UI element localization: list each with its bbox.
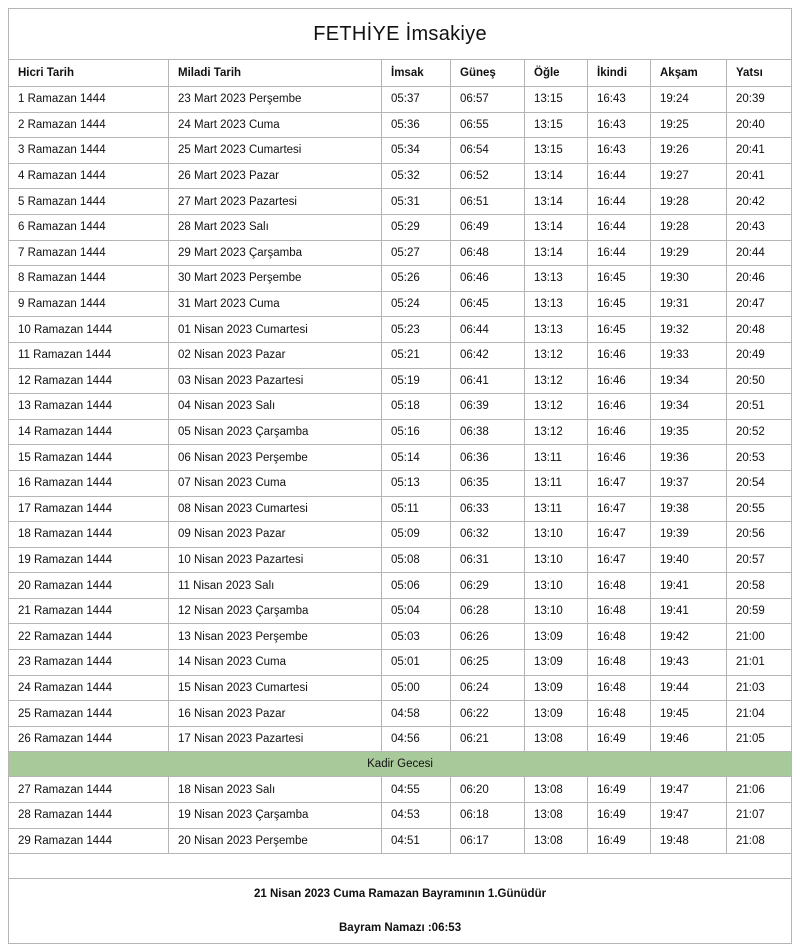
cell-yatsi: 20:41	[727, 138, 792, 164]
cell-hicri: 15 Ramazan 1444	[9, 445, 169, 471]
cell-ikindi: 16:46	[588, 419, 651, 445]
cell-ogle: 13:14	[525, 214, 588, 240]
cell-aksam: 19:25	[651, 112, 727, 138]
cell-aksam: 19:41	[651, 598, 727, 624]
cell-aksam: 19:35	[651, 419, 727, 445]
spacer-cell	[9, 854, 792, 879]
cell-imsak: 05:06	[382, 573, 451, 599]
cell-hicri: 26 Ramazan 1444	[9, 726, 169, 752]
cell-gunes: 06:46	[451, 266, 525, 292]
cell-ogle: 13:12	[525, 394, 588, 420]
cell-aksam: 19:47	[651, 777, 727, 803]
cell-gunes: 06:48	[451, 240, 525, 266]
cell-yatsi: 20:53	[727, 445, 792, 471]
cell-aksam: 19:36	[651, 445, 727, 471]
cell-miladi: 24 Mart 2023 Cuma	[169, 112, 382, 138]
cell-gunes: 06:49	[451, 214, 525, 240]
cell-hicri: 23 Ramazan 1444	[9, 650, 169, 676]
cell-hicri: 14 Ramazan 1444	[9, 419, 169, 445]
cell-yatsi: 20:47	[727, 291, 792, 317]
cell-yatsi: 21:06	[727, 777, 792, 803]
cell-imsak: 05:03	[382, 624, 451, 650]
cell-hicri: 4 Ramazan 1444	[9, 163, 169, 189]
table-row	[9, 598, 792, 624]
page-title: FETHİYE İmsakiye	[9, 9, 792, 60]
cell-yatsi: 20:49	[727, 342, 792, 368]
cell-hicri: 24 Ramazan 1444	[9, 675, 169, 701]
cell-ikindi: 16:47	[588, 522, 651, 548]
cell-yatsi: 20:56	[727, 522, 792, 548]
cell-imsak: 04:58	[382, 701, 451, 727]
imsakiye-table	[8, 8, 792, 944]
table-row	[9, 573, 792, 599]
header-row	[9, 60, 792, 87]
cell-imsak: 05:14	[382, 445, 451, 471]
cell-miladi: 13 Nisan 2023 Perşembe	[169, 624, 382, 650]
cell-hicri: 21 Ramazan 1444	[9, 598, 169, 624]
cell-ikindi: 16:48	[588, 701, 651, 727]
cell-hicri: 7 Ramazan 1444	[9, 240, 169, 266]
cell-gunes: 06:55	[451, 112, 525, 138]
table-row	[9, 726, 792, 752]
cell-miladi: 28 Mart 2023 Salı	[169, 214, 382, 240]
cell-yatsi: 20:51	[727, 394, 792, 420]
table-row	[9, 701, 792, 727]
cell-miladi: 01 Nisan 2023 Cumartesi	[169, 317, 382, 343]
cell-gunes: 06:32	[451, 522, 525, 548]
cell-gunes: 06:28	[451, 598, 525, 624]
cell-ogle: 13:09	[525, 650, 588, 676]
column-header-miladi: Miladi Tarih	[169, 60, 382, 87]
cell-gunes: 06:38	[451, 419, 525, 445]
cell-ikindi: 16:45	[588, 291, 651, 317]
column-header-gunes: Güneş	[451, 60, 525, 87]
cell-imsak: 05:31	[382, 189, 451, 215]
cell-hicri: 10 Ramazan 1444	[9, 317, 169, 343]
cell-hicri: 25 Ramazan 1444	[9, 701, 169, 727]
cell-imsak: 05:27	[382, 240, 451, 266]
table-row	[9, 496, 792, 522]
cell-miladi: 25 Mart 2023 Cumartesi	[169, 138, 382, 164]
table-row	[9, 624, 792, 650]
cell-ogle: 13:13	[525, 266, 588, 292]
cell-miladi: 08 Nisan 2023 Cumartesi	[169, 496, 382, 522]
cell-gunes: 06:57	[451, 87, 525, 113]
cell-imsak: 05:37	[382, 87, 451, 113]
column-header-yatsi: Yatsı	[727, 60, 792, 87]
table-row	[9, 803, 792, 829]
cell-ikindi: 16:49	[588, 828, 651, 854]
cell-ogle: 13:08	[525, 828, 588, 854]
cell-hicri: 1 Ramazan 1444	[9, 87, 169, 113]
cell-miladi: 30 Mart 2023 Perşembe	[169, 266, 382, 292]
cell-hicri: 16 Ramazan 1444	[9, 470, 169, 496]
cell-ikindi: 16:45	[588, 317, 651, 343]
cell-ikindi: 16:46	[588, 394, 651, 420]
cell-imsak: 05:16	[382, 419, 451, 445]
cell-ogle: 13:09	[525, 675, 588, 701]
cell-ikindi: 16:44	[588, 189, 651, 215]
cell-ikindi: 16:49	[588, 803, 651, 829]
cell-ogle: 13:14	[525, 163, 588, 189]
cell-hicri: 5 Ramazan 1444	[9, 189, 169, 215]
table-row	[9, 163, 792, 189]
cell-imsak: 05:18	[382, 394, 451, 420]
cell-miladi: 09 Nisan 2023 Pazar	[169, 522, 382, 548]
cell-miladi: 02 Nisan 2023 Pazar	[169, 342, 382, 368]
cell-miladi: 07 Nisan 2023 Cuma	[169, 470, 382, 496]
cell-hicri: 28 Ramazan 1444	[9, 803, 169, 829]
cell-gunes: 06:33	[451, 496, 525, 522]
table-row	[9, 675, 792, 701]
cell-imsak: 04:55	[382, 777, 451, 803]
cell-miladi: 05 Nisan 2023 Çarşamba	[169, 419, 382, 445]
column-header-hicri: Hicri Tarih	[9, 60, 169, 87]
cell-yatsi: 20:39	[727, 87, 792, 113]
cell-gunes: 06:45	[451, 291, 525, 317]
cell-imsak: 05:19	[382, 368, 451, 394]
cell-ogle: 13:09	[525, 701, 588, 727]
cell-ogle: 13:10	[525, 598, 588, 624]
cell-ogle: 13:14	[525, 189, 588, 215]
cell-ogle: 13:12	[525, 368, 588, 394]
table-row	[9, 470, 792, 496]
cell-aksam: 19:43	[651, 650, 727, 676]
cell-imsak: 05:08	[382, 547, 451, 573]
cell-miladi: 04 Nisan 2023 Salı	[169, 394, 382, 420]
cell-aksam: 19:31	[651, 291, 727, 317]
cell-yatsi: 20:50	[727, 368, 792, 394]
cell-miladi: 29 Mart 2023 Çarşamba	[169, 240, 382, 266]
cell-gunes: 06:31	[451, 547, 525, 573]
cell-gunes: 06:54	[451, 138, 525, 164]
cell-miladi: 11 Nisan 2023 Salı	[169, 573, 382, 599]
cell-yatsi: 21:07	[727, 803, 792, 829]
cell-ogle: 13:15	[525, 112, 588, 138]
cell-aksam: 19:32	[651, 317, 727, 343]
table-row	[9, 138, 792, 164]
cell-ikindi: 16:49	[588, 777, 651, 803]
title-row	[9, 9, 792, 60]
cell-gunes: 06:39	[451, 394, 525, 420]
cell-miladi: 31 Mart 2023 Cuma	[169, 291, 382, 317]
cell-yatsi: 20:52	[727, 419, 792, 445]
cell-gunes: 06:26	[451, 624, 525, 650]
cell-aksam: 19:28	[651, 214, 727, 240]
cell-imsak: 05:36	[382, 112, 451, 138]
cell-imsak: 05:29	[382, 214, 451, 240]
cell-aksam: 19:44	[651, 675, 727, 701]
cell-ikindi: 16:48	[588, 624, 651, 650]
table-row	[9, 419, 792, 445]
cell-yatsi: 20:57	[727, 547, 792, 573]
cell-yatsi: 20:40	[727, 112, 792, 138]
cell-ikindi: 16:45	[588, 266, 651, 292]
cell-ogle: 13:08	[525, 726, 588, 752]
cell-aksam: 19:40	[651, 547, 727, 573]
table-row	[9, 394, 792, 420]
cell-aksam: 19:46	[651, 726, 727, 752]
table-row	[9, 240, 792, 266]
table-row	[9, 189, 792, 215]
cell-hicri: 11 Ramazan 1444	[9, 342, 169, 368]
column-header-ikindi: İkindi	[588, 60, 651, 87]
table-row	[9, 266, 792, 292]
cell-ikindi: 16:44	[588, 163, 651, 189]
cell-ikindi: 16:44	[588, 240, 651, 266]
cell-ikindi: 16:47	[588, 547, 651, 573]
cell-aksam: 19:33	[651, 342, 727, 368]
cell-gunes: 06:22	[451, 701, 525, 727]
cell-miladi: 03 Nisan 2023 Pazartesi	[169, 368, 382, 394]
cell-gunes: 06:51	[451, 189, 525, 215]
footer-row	[9, 879, 792, 944]
cell-ikindi: 16:46	[588, 342, 651, 368]
cell-miladi: 06 Nisan 2023 Perşembe	[169, 445, 382, 471]
footer-cell	[9, 879, 792, 944]
cell-hicri: 12 Ramazan 1444	[9, 368, 169, 394]
cell-yatsi: 20:41	[727, 163, 792, 189]
table-row	[9, 547, 792, 573]
cell-yatsi: 20:58	[727, 573, 792, 599]
cell-gunes: 06:35	[451, 470, 525, 496]
cell-ikindi: 16:47	[588, 496, 651, 522]
cell-miladi: 12 Nisan 2023 Çarşamba	[169, 598, 382, 624]
cell-hicri: 19 Ramazan 1444	[9, 547, 169, 573]
cell-imsak: 05:34	[382, 138, 451, 164]
cell-yatsi: 20:46	[727, 266, 792, 292]
cell-ikindi: 16:43	[588, 87, 651, 113]
cell-ogle: 13:15	[525, 138, 588, 164]
cell-ikindi: 16:48	[588, 573, 651, 599]
cell-yatsi: 20:55	[727, 496, 792, 522]
column-header-ogle: Öğle	[525, 60, 588, 87]
cell-ogle: 13:15	[525, 87, 588, 113]
table-row	[9, 445, 792, 471]
cell-hicri: 13 Ramazan 1444	[9, 394, 169, 420]
kadir-gecesi-row	[9, 752, 792, 777]
cell-ogle: 13:08	[525, 777, 588, 803]
cell-gunes: 06:18	[451, 803, 525, 829]
cell-yatsi: 21:03	[727, 675, 792, 701]
cell-ogle: 13:13	[525, 291, 588, 317]
cell-ikindi: 16:47	[588, 470, 651, 496]
cell-imsak: 05:26	[382, 266, 451, 292]
cell-hicri: 17 Ramazan 1444	[9, 496, 169, 522]
cell-ikindi: 16:49	[588, 726, 651, 752]
cell-aksam: 19:47	[651, 803, 727, 829]
cell-miladi: 18 Nisan 2023 Salı	[169, 777, 382, 803]
cell-hicri: 3 Ramazan 1444	[9, 138, 169, 164]
table-row	[9, 342, 792, 368]
bayram-namazi: Bayram Namazı :06:53	[339, 922, 462, 935]
cell-yatsi: 20:43	[727, 214, 792, 240]
cell-ikindi: 16:43	[588, 138, 651, 164]
cell-ogle: 13:12	[525, 342, 588, 368]
cell-ikindi: 16:48	[588, 598, 651, 624]
cell-imsak: 05:09	[382, 522, 451, 548]
table-row	[9, 368, 792, 394]
cell-hicri: 27 Ramazan 1444	[9, 777, 169, 803]
table-row	[9, 87, 792, 113]
cell-ogle: 13:13	[525, 317, 588, 343]
cell-ikindi: 16:48	[588, 650, 651, 676]
cell-imsak: 04:56	[382, 726, 451, 752]
cell-gunes: 06:41	[451, 368, 525, 394]
cell-aksam: 19:29	[651, 240, 727, 266]
table-row	[9, 112, 792, 138]
cell-gunes: 06:21	[451, 726, 525, 752]
cell-ikindi: 16:46	[588, 445, 651, 471]
cell-gunes: 06:29	[451, 573, 525, 599]
cell-yatsi: 21:00	[727, 624, 792, 650]
cell-imsak: 05:11	[382, 496, 451, 522]
kadir-gecesi-label: Kadir Gecesi	[9, 752, 792, 777]
table-row	[9, 317, 792, 343]
table-row	[9, 291, 792, 317]
spacer-row	[9, 854, 792, 879]
bayram-info: 21 Nisan 2023 Cuma Ramazan Bayramının 1.Günüdür	[254, 888, 547, 901]
cell-miladi: 17 Nisan 2023 Pazartesi	[169, 726, 382, 752]
table-row	[9, 522, 792, 548]
cell-miladi: 23 Mart 2023 Perşembe	[169, 87, 382, 113]
cell-aksam: 19:30	[651, 266, 727, 292]
cell-miladi: 16 Nisan 2023 Pazar	[169, 701, 382, 727]
cell-yatsi: 20:42	[727, 189, 792, 215]
cell-gunes: 06:52	[451, 163, 525, 189]
cell-miladi: 15 Nisan 2023 Cumartesi	[169, 675, 382, 701]
cell-imsak: 04:51	[382, 828, 451, 854]
cell-aksam: 19:24	[651, 87, 727, 113]
cell-gunes: 06:36	[451, 445, 525, 471]
cell-aksam: 19:26	[651, 138, 727, 164]
cell-ikindi: 16:46	[588, 368, 651, 394]
table-row	[9, 650, 792, 676]
cell-hicri: 9 Ramazan 1444	[9, 291, 169, 317]
cell-aksam: 19:27	[651, 163, 727, 189]
cell-ogle: 13:14	[525, 240, 588, 266]
cell-ogle: 13:10	[525, 547, 588, 573]
table-row	[9, 214, 792, 240]
cell-miladi: 27 Mart 2023 Pazartesi	[169, 189, 382, 215]
cell-aksam: 19:48	[651, 828, 727, 854]
cell-yatsi: 20:44	[727, 240, 792, 266]
cell-miladi: 26 Mart 2023 Pazar	[169, 163, 382, 189]
cell-imsak: 05:24	[382, 291, 451, 317]
cell-miladi: 14 Nisan 2023 Cuma	[169, 650, 382, 676]
cell-imsak: 05:00	[382, 675, 451, 701]
cell-yatsi: 21:01	[727, 650, 792, 676]
cell-ogle: 13:11	[525, 470, 588, 496]
cell-imsak: 05:13	[382, 470, 451, 496]
cell-imsak: 04:53	[382, 803, 451, 829]
cell-aksam: 19:39	[651, 522, 727, 548]
cell-yatsi: 21:08	[727, 828, 792, 854]
cell-yatsi: 21:04	[727, 701, 792, 727]
cell-ogle: 13:10	[525, 573, 588, 599]
cell-aksam: 19:34	[651, 368, 727, 394]
cell-gunes: 06:25	[451, 650, 525, 676]
cell-imsak: 05:32	[382, 163, 451, 189]
cell-yatsi: 20:48	[727, 317, 792, 343]
cell-yatsi: 21:05	[727, 726, 792, 752]
cell-hicri: 6 Ramazan 1444	[9, 214, 169, 240]
cell-aksam: 19:38	[651, 496, 727, 522]
cell-miladi: 19 Nisan 2023 Çarşamba	[169, 803, 382, 829]
cell-aksam: 19:37	[651, 470, 727, 496]
table-row	[9, 777, 792, 803]
cell-ogle: 13:11	[525, 445, 588, 471]
cell-hicri: 29 Ramazan 1444	[9, 828, 169, 854]
cell-aksam: 19:41	[651, 573, 727, 599]
cell-imsak: 05:21	[382, 342, 451, 368]
column-header-imsak: İmsak	[382, 60, 451, 87]
cell-hicri: 22 Ramazan 1444	[9, 624, 169, 650]
cell-gunes: 06:17	[451, 828, 525, 854]
cell-imsak: 05:01	[382, 650, 451, 676]
cell-aksam: 19:28	[651, 189, 727, 215]
cell-ogle: 13:11	[525, 496, 588, 522]
cell-gunes: 06:44	[451, 317, 525, 343]
cell-yatsi: 20:54	[727, 470, 792, 496]
cell-ogle: 13:08	[525, 803, 588, 829]
cell-ikindi: 16:43	[588, 112, 651, 138]
cell-gunes: 06:24	[451, 675, 525, 701]
column-header-aksam: Akşam	[651, 60, 727, 87]
cell-miladi: 20 Nisan 2023 Perşembe	[169, 828, 382, 854]
cell-aksam: 19:42	[651, 624, 727, 650]
cell-aksam: 19:34	[651, 394, 727, 420]
cell-ogle: 13:09	[525, 624, 588, 650]
cell-ogle: 13:12	[525, 419, 588, 445]
cell-ikindi: 16:48	[588, 675, 651, 701]
cell-hicri: 20 Ramazan 1444	[9, 573, 169, 599]
cell-gunes: 06:20	[451, 777, 525, 803]
cell-aksam: 19:45	[651, 701, 727, 727]
cell-miladi: 10 Nisan 2023 Pazartesi	[169, 547, 382, 573]
cell-yatsi: 20:59	[727, 598, 792, 624]
cell-ogle: 13:10	[525, 522, 588, 548]
cell-gunes: 06:42	[451, 342, 525, 368]
cell-ikindi: 16:44	[588, 214, 651, 240]
cell-hicri: 8 Ramazan 1444	[9, 266, 169, 292]
table-row	[9, 828, 792, 854]
cell-hicri: 2 Ramazan 1444	[9, 112, 169, 138]
cell-imsak: 05:23	[382, 317, 451, 343]
cell-hicri: 18 Ramazan 1444	[9, 522, 169, 548]
cell-imsak: 05:04	[382, 598, 451, 624]
